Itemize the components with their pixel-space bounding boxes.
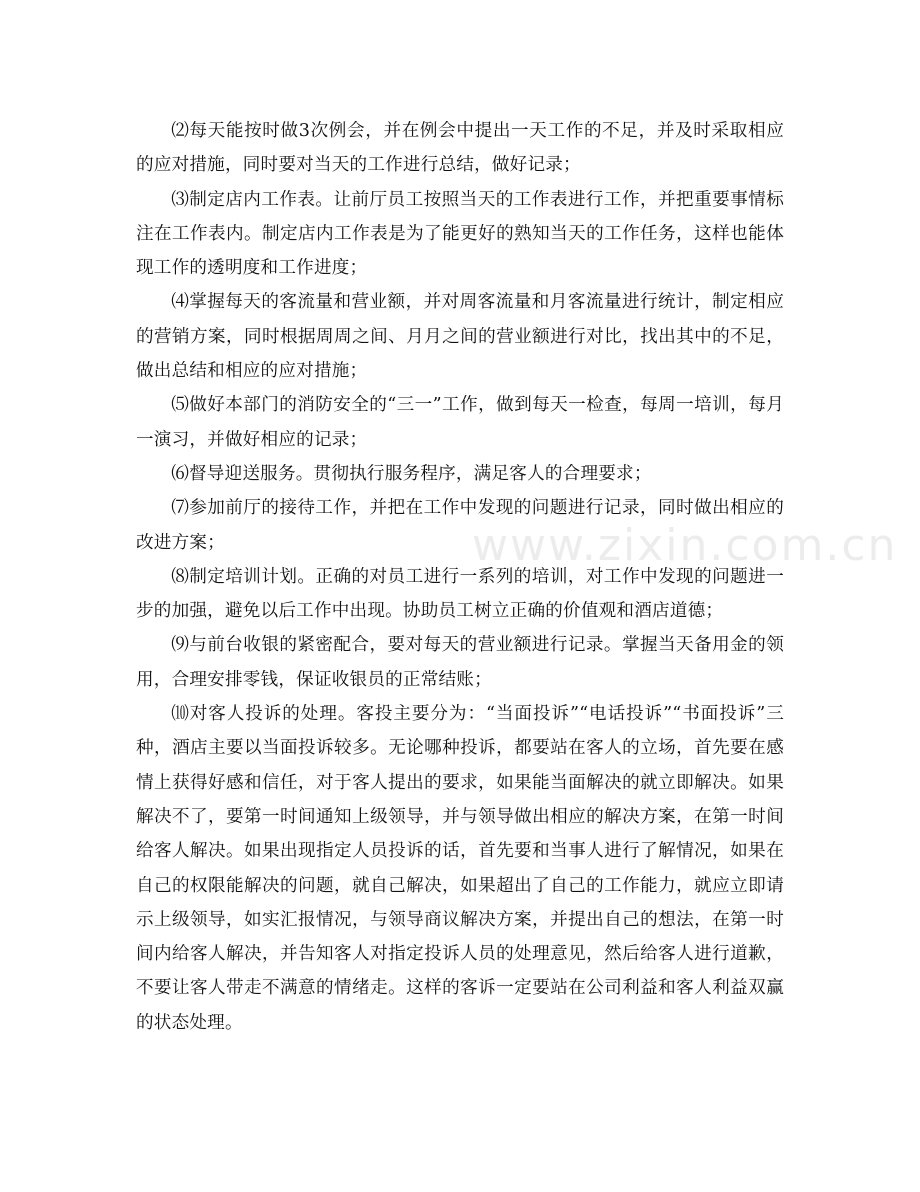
paragraph-item-9: ⑼与前台收银的紧密配合，要对每天的营业额进行记录。掌握当天备用金的领用，合理安排零钱，保证收银员的正常结账； (136, 635, 784, 690)
paragraph-item-2: ⑵每天能按时做3次例会，并在例会中提出一天工作的不足，并及时采取相应的应对措施，同时要对当天的工作进行总结，做好记录； (136, 121, 784, 176)
paragraph-item-7: ⑺参加前厅的接待工作，并把在工作中发现的问题进行记录，同时做出相应的改进方案； (136, 498, 784, 553)
paragraph-item-6: ⑹督导迎送服务。贯彻执行服务程序，满足客人的合理要求； (171, 463, 652, 484)
paragraph-item-10: ⑽对客人投诉的处理。客投主要分为：“当面投诉”“电话投诉”“书面投诉”三种，酒店主要以当面投诉较多。无论哪种投诉，都要站在客人的立场，首先要在感情上获得好感和信任，对于客人提出的要求，如果能当面解决的就立即解决。如果解决不了，要第一时间通知上级领导，并与领导做出相应的解决方案，在第一时间给客人解决。如果出现指定人员投诉的话，首先要和当事人进行了解情况，如果在自己的权限能解决的问题，就自己解决，如果超出了自己的工作能力，就应立即请示上级领导，如实汇报情况，与领导商议解决方案，并提出自己的想法，在第一时间内给客人解决，并告知客人对指定投诉人员的处理意见，然后给客人进行道歉，不要让客人带走不满意的情绪走。这样的客诉一定要站在公司利益和客人利益双赢的状态处理。 (136, 704, 784, 1033)
paragraph-item-4: ⑷掌握每天的客流量和营业额，并对周客流量和月客流量进行统计，制定相应的营销方案，同时根据周周之间、月月之间的营业额进行对比，找出其中的不足，做出总结和相应的应对措施； (136, 292, 784, 382)
paragraph-item-5: ⑸做好本部门的消防安全的“三一”工作，做到每天一检查，每周一培训，每月一演习，并做好相应的记录； (136, 395, 784, 450)
paragraph-item-3: ⑶制定店内工作表。让前厅员工按照当天的工作表进行工作，并把重要事情标注在工作表内。制定店内工作表是为了能更好的熟知当天的工作任务，这样也能体现工作的透明度和工作进度； (136, 189, 784, 279)
paragraph-item-8: ⑻制定培训计划。正确的对员工进行一系列的培训，对工作中发现的问题进一步的加强，避免以后工作中出现。协助员工树立正确的价值观和酒店道德； (136, 566, 784, 622)
watermark-text: www.zixin.com.cn (472, 520, 898, 571)
document-body (136, 114, 784, 1040)
